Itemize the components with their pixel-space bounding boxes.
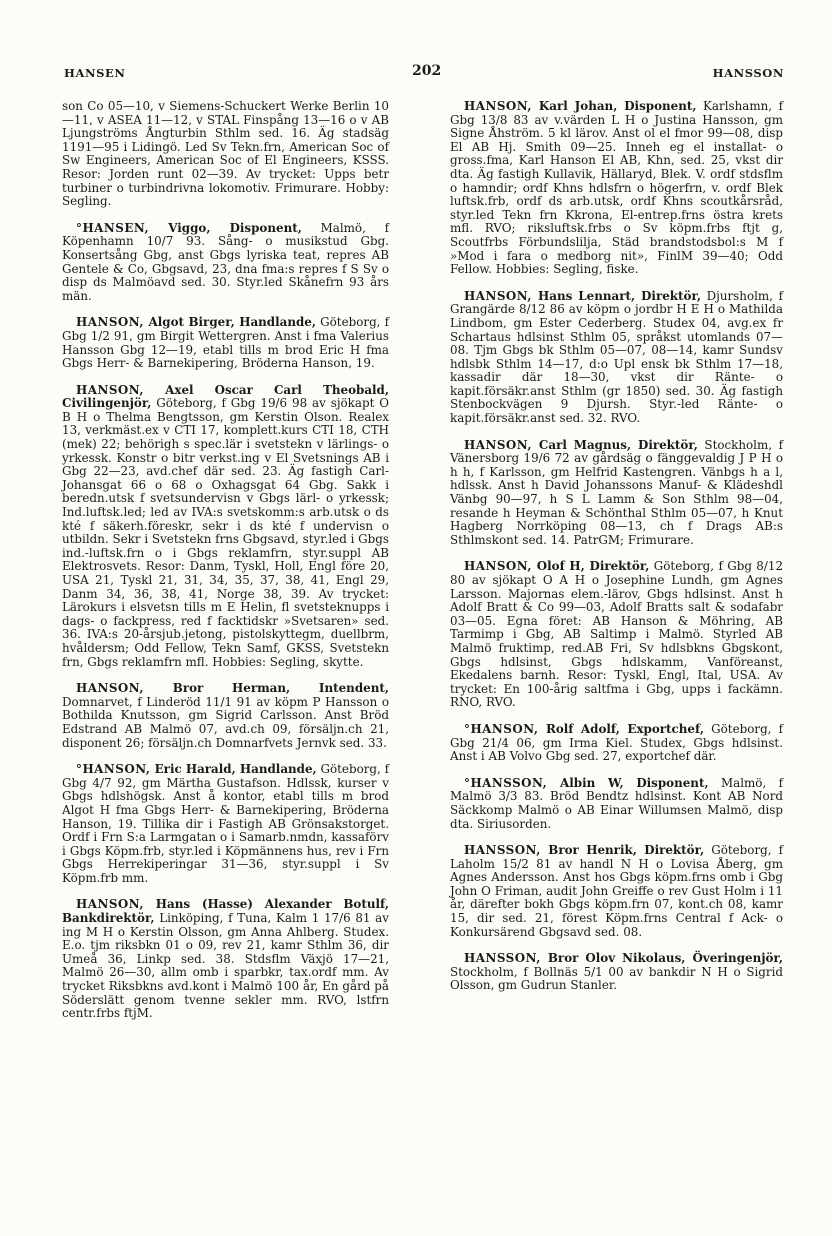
entry-text: Djursholm, f Grangärde 8/12 86 av köpm o jordbr H E H o Mathilda Lindbom, gm Ester Cederberg. Studex 04, avg.ex fr Schartaus hdlsinst Sthlm 05, språkst utomlands 07—08. Tjm Gbgs bk Sthlm 05—07, 08—14, kamr Sundsv hdlsbk Sthlm 14—17, d:o Upl ensk bk Sthlm 17—18, kassadir där 18—30, vkst dir Ränte- o kapit.försäkr.anst Sthlm (gr 1850) sed. 30. Äg fastigh Stenbockvägen 9 Djursh. Styr.-led Ränte- o kapit.försäkr.anst sed. 32. RVO.: [450, 288, 783, 426]
entry-title: Handlande,: [234, 315, 317, 330]
header-right-surname: HANSSON: [712, 66, 784, 80]
entry-given-names: Carl Magnus,: [532, 437, 632, 452]
entry-title: Direktör,: [636, 843, 705, 858]
biography-entry: [62, 222, 389, 304]
biography-entry: [62, 316, 389, 370]
entry-surname: °HANSEN,: [76, 220, 150, 235]
entry-title: Intendent,: [290, 681, 389, 696]
entry-given-names: Albin W,: [547, 775, 624, 790]
entry-surname: °HANSSON,: [464, 775, 548, 790]
entry-title: Exportchef,: [619, 721, 704, 736]
entry-given-names: Viggo,: [149, 220, 211, 235]
biography-entry: [450, 723, 783, 764]
entry-given-names: Hans (Hasse) Alexander Botulf,: [144, 897, 389, 912]
page-number: 202: [412, 63, 442, 79]
entry-title: Handlande,: [235, 762, 317, 777]
entry-given-names: Bror Herman,: [144, 681, 291, 696]
entry-text: Göteborg, f Gbg 1/2 91, gm Birgit Wettergren. Anst i fma Valerius Hansson Gbg 12—19, etabl tills m brod Eric H fma Gbgs Herr- & Barnekipering, Bröderna Hanson, 19.: [62, 315, 389, 371]
entry-text: Göteborg, f Gbg 21/4 06, gm Irma Kiel. Studex, Gbgs hdlsinst. Anst i AB Volvo Gbg sed. 27, exportchef där.: [450, 721, 783, 764]
entry-given-names: Axel Oscar Carl Theobald,: [144, 382, 389, 397]
biography-entry: [450, 100, 783, 277]
entry-surname: HANSON,: [76, 315, 145, 330]
entry-text: Domnarvet, f Linderöd 11/1 91 av köpm P Hansson o Bothilda Knutsson, gm Sigrid Carlsson. Anst Bröd Edstrand AB Malmö 07, avd.ch 09, försäljn.ch 21, disponent 26; försäljn.ch Domnarfvets Jernvk sed. 33.: [62, 694, 389, 750]
entry-surname: HANSSON,: [464, 951, 541, 966]
entry-title: Direktör,: [584, 559, 650, 574]
entry-title: Överingenjör,: [685, 951, 783, 966]
entry-title: Direktör,: [635, 288, 701, 303]
entry-text: son Co 05—10, v Siemens-Schuckert Werke Berlin 10—11, v ASEA 11—12, v STAL Finspång 13—16 o v AB Ljungströms Ångturbin Sthlm sed. 16. Äg stadsäg 1191—95 i Lidingö. Led Sv Tekn.frn, American Soc of Sw Engineers, American Soc of El Engineers, KSSS. Resor: Jorden runt 02—39. Av trycket: Upps betr turbiner o turbindrivna lokomotiv. Frimurare. Hobby: Segling.: [62, 99, 389, 209]
entry-given-names: Rolf Adolf,: [538, 721, 620, 736]
entry-given-names: Bror Henrik,: [540, 843, 637, 858]
entry-surname: HANSON,: [76, 382, 145, 397]
biography-entry: [62, 384, 389, 669]
entry-surname: HANSSON,: [464, 843, 541, 858]
entry-surname: HANSON,: [464, 99, 533, 113]
biography-entry: [62, 100, 389, 209]
entry-surname: °HANSON,: [76, 762, 151, 777]
entry-surname: HANSON,: [76, 681, 145, 696]
entry-title: Civilingenjör,: [62, 396, 152, 411]
entry-surname: HANSON,: [464, 288, 533, 303]
biography-entry: [62, 898, 389, 1020]
entry-given-names: Hans Lennart,: [532, 288, 636, 303]
biography-entry: [450, 952, 783, 993]
entry-text: Malmö, f Malmö 3/3 83. Bröd Bendtz hdlsinst. Kont AB Nord Säckkomp Malmö o AB Einar Willumsen Malmö, disp dta. Siriusorden.: [450, 775, 783, 831]
entry-surname: HANSON,: [464, 559, 533, 574]
biography-entry: [450, 844, 783, 939]
entry-text: Linköping, f Tuna, Kalm 1 17/6 81 av ing M H o Kerstin Olsson, gm Anna Ahlberg. Studex. E.o. tjm riksbkn 01 o 09, rev 21, kamr Sthlm 36, dir Umeå 36, Linkp sed. 38. Stdsflm Växjö 17—21, Malmö 26—30, allm omb i sparbkr, tax.ordf mm. Av trycket Riksbkns avd.kont i Malmö 100 år, En gård på Söderslätt genom tvenne sekler mm. RVO, lstfrn centr.frbs ftjM.: [62, 911, 389, 1021]
entry-given-names: Bror Olov Nikolaus,: [540, 951, 686, 966]
biography-entry: [450, 439, 783, 548]
entry-title: Bankdirektör,: [62, 911, 155, 926]
entry-text: Stockholm, f Vänersborg 19/6 72 av gårdsäg o fänggevaldig J P H o h h, f Karlsson, gm Helfrid Kastengren. Vänbgs h a l, hdlssk. Anst h David Johanssons Manuf- & Klädeshdl Vänbg 90—97, h S L Lamm & Son Sthlm 98—04, resande h Heyman & Schönthal Sthlm 05—07, h Knut Hagberg Norrköping 08—13, ch f Drags AB:s Sthlmskont sed. 14. PatrGM; Frimurare.: [450, 437, 783, 547]
biography-entry: [62, 682, 389, 750]
running-header: [64, 63, 784, 86]
entry-text: Göteborg, f Gbg 19/6 98 av sjökapt O B H o Thelma Bengtsson, gm Kerstin Olson. Realex 13, verkmäst.ex v CTI 17, komplett.kurs CTI 18, CTH (mek) 22; behörigh s spec.lär i svetstekn v lärlings- o yrkessk. Konstr o bitr verkst.ing v El Svetsnings AB i Gbg 22—23, avd.chef där sed. 23. Äg fastigh Carl-Johansgat 66 o 68 o Oxhagsgat 64 Gbg. Sakk i beredn.utsk f svetsundervisn v Gbgs lärl- o yrkessk; Ind.luftsk.led; led av IVA:s svetskomm:s arb.utsk o ds kté f säkerh.föreskr, sekr i ds kté f undervisn o utbildn. Sekr i Svetstekn frns Gbgsavd, styr.led i Gbgs ind.-luftsk.frn o i Gbgs reklamfrn, styr.suppl AB Elektrosvets. Resor: Danm, Tyskl, Holl, Engl före 20, USA 21, Tyskl 21, 31, 34, 35, 37, 38, 41, Engl 29, Danm 34, 36, 38, 41, Norge 38, 39. Av trycket: Lärokurs i elsvetsn tills m E Helin, fl svetsteknupps i dags- o fackpress, red f facktidskr »Svetsaren» sed. 36. IVA:s 20-årsjub.jetong, pistolskyttegm, duellbrm, hvåldersm; Odd Fellow, Tekn Samf, GKSS, Svetstekn frn, Gbgs reklamfrn mfl. Hobbies: Segling, skytte.: [62, 396, 389, 669]
entry-surname: HANSON,: [76, 897, 145, 912]
biography-entry: [450, 777, 783, 831]
entry-title: Disponent,: [617, 99, 697, 113]
header-left-surname: HANSEN: [64, 66, 126, 80]
left-column: [62, 100, 389, 1034]
entry-given-names: Eric Harald,: [150, 762, 236, 777]
entry-given-names: Karl Johan,: [532, 99, 618, 113]
entry-text: Malmö, f Köpenhamn 10/7 93. Sång- o musikstud Gbg. Konsertsång Gbg, anst Gbgs lyriska teat, repres AB Gentele & Co, Gbgsavd, 23, dna fma:s repres f S Sv o disp ds Malmöavd sed. 30. Styr.led Skånefrn 93 års män.: [62, 220, 389, 303]
entry-text: Göteborg, f Gbg 4/7 92, gm Märtha Gustafson. Hdlssk, kurser v Gbgs hdlshögsk. Anst å kontor, etabl tills m brod Algot H fma Gbgs Herr- & Barnekipering, Bröderna Hanson, 19. Tillika dir i Fastigh AB Grönsakstorget. Ordf i Frn S:a Larmgatan o i Samarb.nmdn, kassaförv i Gbgs Köpm.frb, styr.led i Köpmännens hus, rev i Frn Gbgs Herrekiperingar 31—36, styr.suppl i Sv Köpm.frb mm.: [62, 762, 389, 885]
entry-title: Disponent,: [210, 220, 302, 235]
entry-given-names: Algot Birger,: [144, 315, 235, 330]
entry-text: Göteborg, f Laholm 15/2 81 av handl N H o Lovisa Åberg, gm Agnes Andersson. Anst hos Gbgs köpm.frns omb i Gbg John O Friman, audit John Greiffe o rev Gust Holm i 11 år, därefter bokh Gbgs köpm.frn 07, kont.ch 08, kamr 15, dir sed. 21, förest Köpm.frns Central f Ack- o Konkursärend Gbgsavd sed. 08.: [450, 843, 784, 939]
right-column: [450, 100, 783, 1006]
entry-title: Direktör,: [631, 437, 698, 452]
entry-surname: HANSON,: [464, 437, 533, 452]
entry-text: Stockholm, f Bollnäs 5/1 00 av bankdir N H o Sigrid Olsson, gm Gudrun Stanler.: [450, 964, 783, 993]
entry-text: Karlshamn, f Gbg 13/8 83 av v.värden L H o Justina Hansson, gm Signe Åhström. 5 kl lärov. Anst ol el fmor 99—08, disp El AB Hj. Smith 09—25. Inneh eg el installat- o gross.fma, Karl Hanson El AB, Khn, sed. 25, vkst dir dta. Äg fastigh Kullavik, Hällaryd, Blek. V. ordf stdsflm o hamndir; ordf Khns hdlsfrn o högerfrn, v. ordf Blek luftsk.frb, ordf ds arb.utsk, ordf Khns scoutkårsråd, styr.led Tekn frn Kkrona, El-entrep.frns östra krets mfl. RVO; riksluftsk.frbs o Sv köpm.frbs ftjt g, Scoutfrbs Förbundslilja, Städ brandstodsbol:s M f »Mod i fara o medborg nit», FinlM 39—40; Odd Fellow. Hobbies: Segling, fiske.: [450, 99, 783, 277]
entry-text: Göteborg, f Gbg 8/12 80 av sjökapt O A H o Josephine Lundh, gm Agnes Larsson. Majornas elem.-lärov, Gbgs hdlsinst. Anst h Adolf Bratt & Co 99—03, Adolf Bratts salt & sodafabr 03—05. Egna föret: AB Hanson & Möhring, AB Tarmimp i Gbg, AB Saltimp i Malmö. Styrled AB Malmö fruktimp, red.AB Fri, Sv hdlsbkns Gbgskont, Gbgs hdlsinst, Gbgs hdlskamm, Vanföreanst, Ekedalens barnh. Resor: Tyskl, Engl, Ital, USA. Av trycket: En 100-årig saltfma i Gbg, upps i fackämn. RNO, RVO.: [450, 559, 784, 710]
entry-title: Disponent,: [623, 775, 709, 790]
entry-given-names: Olof H,: [532, 559, 585, 574]
biography-entry: [450, 290, 783, 426]
biography-entry: [450, 560, 783, 710]
entry-surname: °HANSON,: [464, 721, 539, 736]
biography-entry: [62, 763, 389, 885]
